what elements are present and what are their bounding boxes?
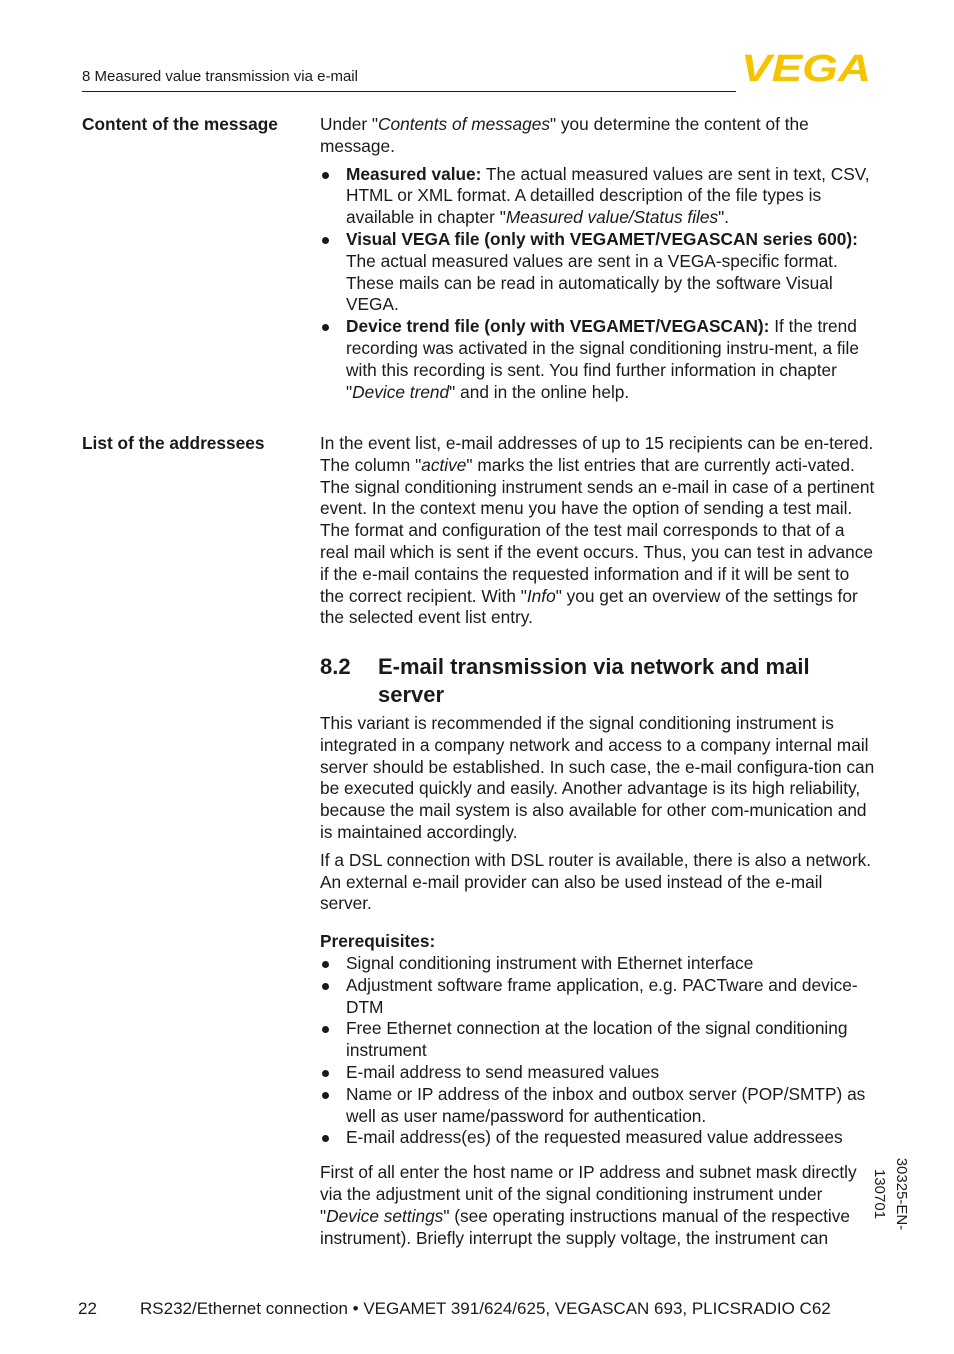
list-item: Name or IP address of the inbox and outbox server (POP/SMTP) as well as user name/password for authentication. bbox=[320, 1084, 876, 1128]
content-message-block bbox=[320, 114, 876, 403]
section-paragraph-3: First of all enter the host name or IP address and subnet mask directly via the adjustment unit of the signal conditioning instrument under "Device settings" (see operating instructions manual of the respective instrument). Briefly interrupt the supply voltage, the instrument can bbox=[320, 1162, 857, 1248]
header-rule bbox=[82, 91, 736, 92]
content-types-list bbox=[320, 164, 876, 404]
footer-title: RS232/Ethernet connection • VEGAMET 391/624/625, VEGASCAN 693, PLICSRADIO C62 bbox=[140, 1299, 831, 1318]
list-item: Measured value: The actual measured values are sent in text, CSV, HTML or XML format. A detailled description of the file types is available in chapter "Measured value/Status files". bbox=[320, 164, 876, 229]
document-code: 30325-EN-130701 bbox=[871, 1157, 910, 1231]
section-title: E-mail transmission via network and mail server bbox=[378, 654, 810, 707]
list-item: Visual VEGA file (only with VEGAMET/VEGASCAN series 600): The actual measured values are sent in a VEGA-specific format. These mails can be read in automatically by the software Visual VEGA. bbox=[320, 229, 876, 316]
vega-logo bbox=[740, 50, 872, 84]
list-item: Adjustment software frame application, e.g. PACTware and device-DTM bbox=[320, 975, 876, 1019]
section-paragraph-1: This variant is recommended if the signal conditioning instrument is integrated in a company network and access to a company internal mail server should be established. In such case, the e-mail configura-tion can be executed quickly and easily. Another advantage is its high reliability, because the mail system is also available for other com-munication and is maintained accordingly. bbox=[320, 713, 875, 842]
svg-text:VEGA: VEGA bbox=[741, 50, 871, 84]
page-number: 22 bbox=[78, 1299, 97, 1318]
prerequisites-list bbox=[320, 953, 876, 1149]
section-paragraph-2: If a DSL connection with DSL router is available, there is also a network. An external e-mail provider can also be used instead of the e-mail server. bbox=[320, 849, 872, 914]
section-heading bbox=[320, 653, 876, 709]
list-item: Free Ethernet connection at the location of the signal conditioning instrument bbox=[320, 1018, 876, 1062]
list-item: E-mail address to send measured values bbox=[320, 1062, 876, 1084]
prerequisites-title: Prerequisites: bbox=[320, 931, 436, 952]
label-list-of-addressees: List of the addressees bbox=[82, 433, 265, 453]
section-number: 8.2 bbox=[320, 654, 351, 679]
label-content-of-message: Content of the message bbox=[82, 114, 278, 134]
running-header: 8 Measured value transmission via e-mail bbox=[82, 68, 358, 85]
list-item: E-mail address(es) of the requested measured value addressees bbox=[320, 1127, 876, 1149]
list-item: Device trend file (only with VEGAMET/VEGASCAN): If the trend recording was activated in the signal conditioning instru-ment, a file with this recording is sent. You find further information in chapter "Device trend" and in the online help. bbox=[320, 316, 876, 403]
section-body bbox=[320, 713, 876, 1249]
content-message-intro: Under "Contents of messages" you determine the content of the message. bbox=[320, 114, 809, 156]
list-item: Signal conditioning instrument with Ethernet interface bbox=[320, 953, 876, 975]
addressees-paragraph: In the event list, e-mail addresses of up to 15 recipients can be en-tered. The column "active" marks the list entries that are currently acti-vated. The signal conditioning instrument sends an e-mail in case of a pertinent event. In the context menu you have the option of sending a test mail. The format and configuration of the test mail corresponds to that of a real mail which is sent if the event occurs. Thus, you can test in advance if the e-mail contains the requested information and if it will be sent to the correct recipient. With "Info" you get an overview of the settings for the selected event list entry. bbox=[320, 433, 875, 628]
